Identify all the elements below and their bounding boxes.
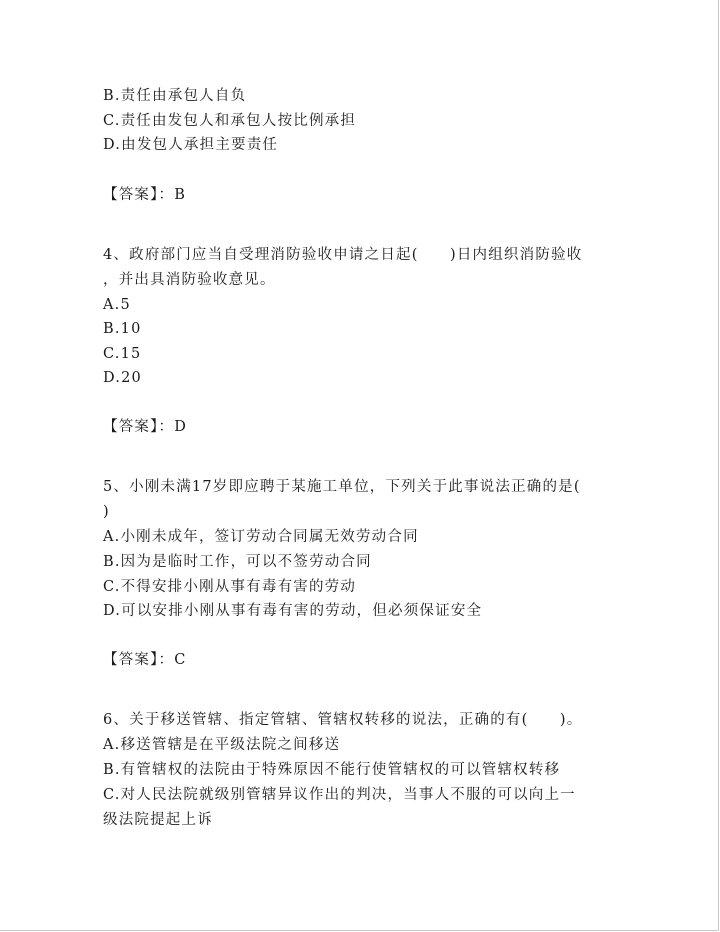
question-5-option-a: A.小刚未成年，签订劳动合同属无效劳动合同 — [103, 529, 419, 545]
question-6-stem: 6、关于移送管辖、指定管辖、管辖权转移的说法，正确的有( )。 — [103, 712, 583, 728]
question-5-option-c: C.不得安排小刚从事有毒有害的劳动 — [103, 579, 357, 595]
question-6-option-c: C.对人民法院就级别管辖异议作出的判决，当事人不服的可以向上一 — [103, 787, 576, 803]
question-4-option-d: D.20 — [103, 370, 142, 386]
question-4-option-a: A.5 — [103, 297, 131, 313]
question-5-stem: 5、小刚未满17岁即应聘于某施工单位，下列关于此事说法正确的是( — [103, 479, 581, 495]
option-d: D.由发包人承担主要责任 — [103, 137, 279, 153]
question-4-stem: 4、政府部门应当自受理消防验收申请之日起( )日内组织消防验收 — [103, 247, 583, 263]
question-6-option-c-cont: 级法院提起上诉 — [103, 812, 213, 828]
question-6-option-a: A.移送管辖是在平级法院之间移送 — [103, 737, 341, 753]
question-4-option-b: B.10 — [103, 321, 142, 337]
question-5-answer: 【答案】：C — [103, 652, 187, 668]
option-c: C.责任由发包人和承包人按比例承担 — [103, 113, 357, 129]
question-5-option-d: D.可以安排小刚从事有毒有害的劳动，但必须保证安全 — [103, 603, 483, 619]
answer-line: 【答案】：B — [103, 187, 187, 203]
question-4-stem-cont: ，并出具消防验收意见。 — [103, 272, 276, 288]
question-4-answer: 【答案】：D — [103, 419, 188, 435]
option-b: B.责任由承包人自负 — [103, 88, 247, 104]
question-6-option-b: B.有管辖权的法院由于特殊原因不能行使管辖权的可以管辖权转移 — [103, 762, 561, 778]
question-4-option-c: C.15 — [103, 346, 142, 362]
question-5-stem-cont: ) — [103, 504, 110, 520]
question-5-option-b: B.因为是临时工作，可以不签劳动合同 — [103, 554, 372, 570]
